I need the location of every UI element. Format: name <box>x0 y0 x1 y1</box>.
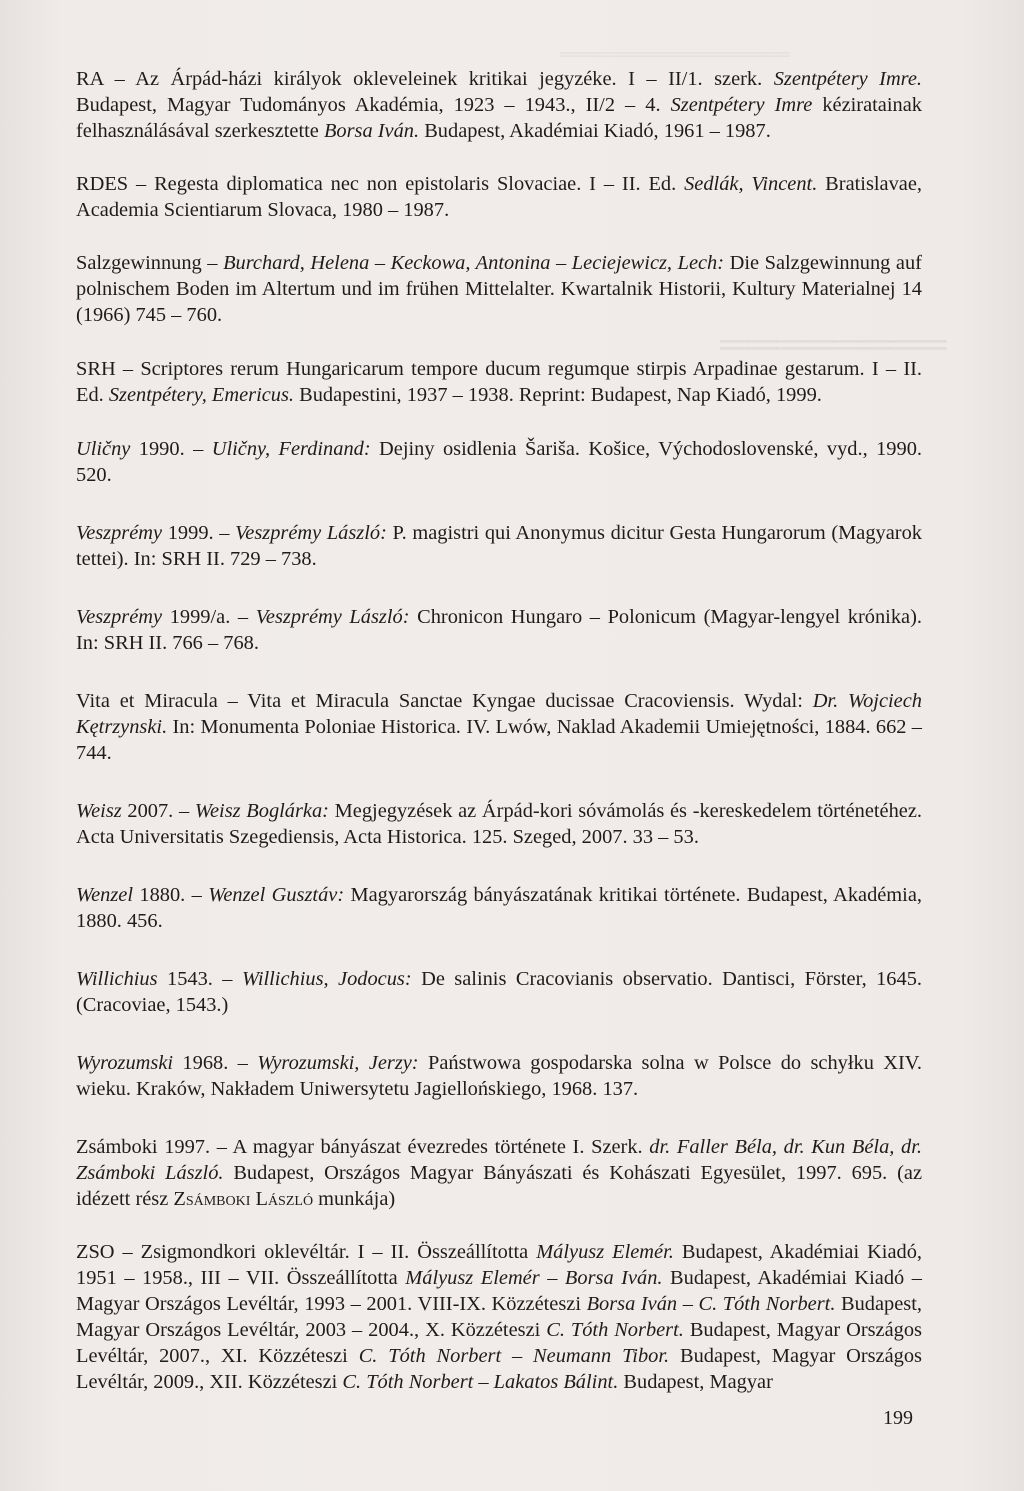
entry-text-run: Die Salzgewinnung auf polnischem Boden im Altertum und im frühen Mittelalter. Kwartalnik Historii, Kultury Materialnej 14 (1966) 745 – 760. <box>76 252 922 326</box>
entry-italic-run: Dr. Wojciech Kętrzynski. <box>76 690 922 738</box>
entry-text-run: P. magistri qui Anonymus dicitur Gesta Hungarorum (Magyarok tettei). In: SRH II. 729 – 738. <box>76 522 922 570</box>
entry-italic-run: Szentpétery Imre <box>670 94 813 116</box>
entry-italic-run: Willichius <box>76 968 158 990</box>
entry-text-run: munkája) <box>313 1188 396 1210</box>
entry-italic-run: Mályusz Elemér. <box>536 1241 674 1263</box>
bibliography-entry <box>76 356 922 408</box>
entry-text-run: Państwowa gospodarska solna w Polsce do schyłku XIV. wieku. Kraków, Nakładem Uniwersytetu Jagiellońskiego, 1968. 137. <box>76 1052 922 1100</box>
entry-text-run: Dejiny osidlenia Šariša. Košice, Východoslovenské, vyd., 1990. 520. <box>76 438 922 486</box>
bibliography-entry <box>76 171 922 223</box>
entry-text-run: 2007. – <box>121 800 195 822</box>
bibliography-list <box>76 66 922 1395</box>
entry-italic-run: Veszprémy László: <box>255 606 410 628</box>
entry-italic-run: C. Tóth Norbert. <box>546 1319 684 1341</box>
entry-text-run: RDES – Regesta diplomatica nec non epistolaris Slovaciae. I – II. Ed. <box>76 173 685 195</box>
bibliography-entry <box>76 882 922 934</box>
entry-text-run: 1968. – <box>173 1052 258 1074</box>
show-through-texture: ════════ <box>720 321 947 366</box>
entry-text-run: kéziratainak felhasználásával szerkesztette <box>76 94 922 142</box>
bibliography-entry <box>76 436 922 488</box>
entry-text-run: Budapest, Magyar Országos Levéltár, 2003 – 2004., X. Közzéteszi <box>76 1293 922 1341</box>
entry-text-run: SRH – Scriptores rerum Hungaricarum tempore ducum regumque stirpis Arpadinae gestarum. I – II. Ed. <box>76 358 922 406</box>
entry-text-run: Zsámboki 1997. – A magyar bányászat évezredes története I. Szerk. <box>76 1136 650 1158</box>
entry-text-run: De salinis Cracovianis observatio. Dantisci, Förster, 1645. (Cracoviae, 1543.) <box>76 968 922 1016</box>
entry-italic-run: Sedlák, Vincent. <box>684 173 818 195</box>
entry-text-run: 1999. – <box>162 522 236 544</box>
entry-text-run: Budapest, Országos Magyar Bányászati és Kohászati Egyesület, 1997. 695. (az idézett rész <box>76 1162 923 1210</box>
bibliography-entry <box>76 520 922 572</box>
entry-text-run: Magyarország bányászatának kritikai története. Budapest, Akadémia, 1880. 456. <box>76 884 922 932</box>
entry-text-run: Salzgewinnung – <box>76 252 224 274</box>
entry-text-run: Chronicon Hungaro – Polonicum (Magyar-lengyel krónika). In: SRH II. 766 – 768. <box>76 606 922 654</box>
entry-italic-run: Wyrozumski <box>76 1052 174 1074</box>
entry-text-run: Budapest, Akadémiai Kiadó, 1961 – 1987. <box>419 120 771 142</box>
entry-italic-run: Szentpétery Imre. <box>773 68 922 90</box>
entry-text-run: Budapest, Magyar Tudományos Akadémia, 1923 – 1943., II/2 – 4. <box>76 94 671 116</box>
entry-text-run: Budapest, Akadémiai Kiadó, 1951 – 1958., III – VII. Összeállította <box>76 1241 923 1289</box>
entry-text-run: In: Monumenta Poloniae Historica. IV. Lwów, Naklad Akademii Umiejętności, 1884. 662 – 744. <box>76 716 922 764</box>
bibliography-entry <box>76 1050 922 1102</box>
entry-text-run: Bratislavae, Academia Scientiarum Slovaca, 1980 – 1987. <box>76 173 922 221</box>
entry-italic-run: Burchard, Helena – Keckowa, Antonina – Leciejewicz, Lech: <box>223 252 725 274</box>
bibliography-entry <box>76 798 922 850</box>
entry-italic-run: Mályusz Elemér – Borsa Iván. <box>405 1267 663 1289</box>
entry-italic-run: dr. Faller Béla, dr. Kun Béla, dr. Zsámboki László. <box>76 1136 922 1184</box>
entry-italic-run: Veszprémy <box>76 606 163 628</box>
bibliography-entry <box>76 966 922 1018</box>
entry-italic-run: Uličny <box>76 438 131 460</box>
entry-text-run: RA – Az Árpád-házi királyok okleveleinek kritikai jegyzéke. I – II/1. szerk. <box>76 68 774 90</box>
entry-text-run: Budapestini, 1937 – 1938. Reprint: Budapest, Nap Kiadó, 1999. <box>294 384 822 406</box>
entry-italic-run: C. Tóth Norbert – Lakatos Bálint. <box>342 1371 619 1393</box>
entry-text-run: Megjegyzések az Árpád-kori sóvámolás és -kereskedelem történetéhez. Acta Universitatis Szegediensis, Acta Historica. 125. Szeged, 2007. 33 – 53. <box>76 800 922 848</box>
entry-italic-run: Willichius, Jodocus: <box>241 968 412 990</box>
entry-text-run: 1880. – <box>133 884 209 906</box>
entry-italic-run: Weisz <box>76 800 122 822</box>
entry-italic-run: Szentpétery, Emericus. <box>108 384 295 406</box>
entry-text-run: ZSO – Zsigmondkori oklevéltár. I – II. Összeállította <box>76 1241 537 1263</box>
entry-italic-run: Veszprémy <box>76 522 163 544</box>
entry-text-run: Budapest, Akadémiai Kiadó – Magyar Országos Levéltár, 1993 – 2001. VIII-IX. Közzéteszi <box>76 1267 922 1315</box>
entry-text-run: Budapest, Magyar Országos Levéltár, 2009., XII. Közzéteszi <box>76 1345 922 1393</box>
entry-italic-run: Weisz Boglárka: <box>194 800 329 822</box>
entry-italic-run: Wenzel Gusztáv: <box>208 884 345 906</box>
entry-italic-run: Borsa Iván. <box>323 120 420 142</box>
entry-text-run: Budapest, Magyar <box>618 1371 773 1393</box>
bibliography-entry <box>76 1134 922 1212</box>
entry-italic-run: Wenzel <box>76 884 134 906</box>
bibliography-entry <box>76 688 922 766</box>
entry-italic-run: Borsa Iván – C. Tóth Norbert. <box>586 1293 836 1315</box>
bibliography-entry <box>76 1239 922 1395</box>
entry-text-run: Vita et Miracula – Vita et Miracula Sanctae Kyngae ducissae Cracoviensis. Wydal: <box>76 690 813 712</box>
entry-text-run: 1543. – <box>157 968 242 990</box>
entry-italic-run: Veszprémy László: <box>235 522 387 544</box>
bibliography-entry <box>76 604 922 656</box>
entry-text-run: 1999/a. – <box>162 606 256 628</box>
entry-text-run: Zsámboki László <box>173 1188 314 1210</box>
entry-text-run: 1990. – <box>130 438 212 460</box>
page-number: 199 <box>883 1407 913 1429</box>
bibliography-entry <box>76 66 922 144</box>
entry-italic-run: C. Tóth Norbert – Neumann Tibor. <box>358 1345 670 1367</box>
show-through-texture: ══════════════════ <box>560 44 790 64</box>
entry-italic-run: Uličny, Ferdinand: <box>211 438 371 460</box>
entry-italic-run: Wyrozumski, Jerzy: <box>257 1052 419 1074</box>
entry-text-run: Budapest, Magyar Országos Levéltár, 2007., XI. Közzéteszi <box>76 1319 922 1367</box>
bibliography-entry <box>76 250 922 328</box>
